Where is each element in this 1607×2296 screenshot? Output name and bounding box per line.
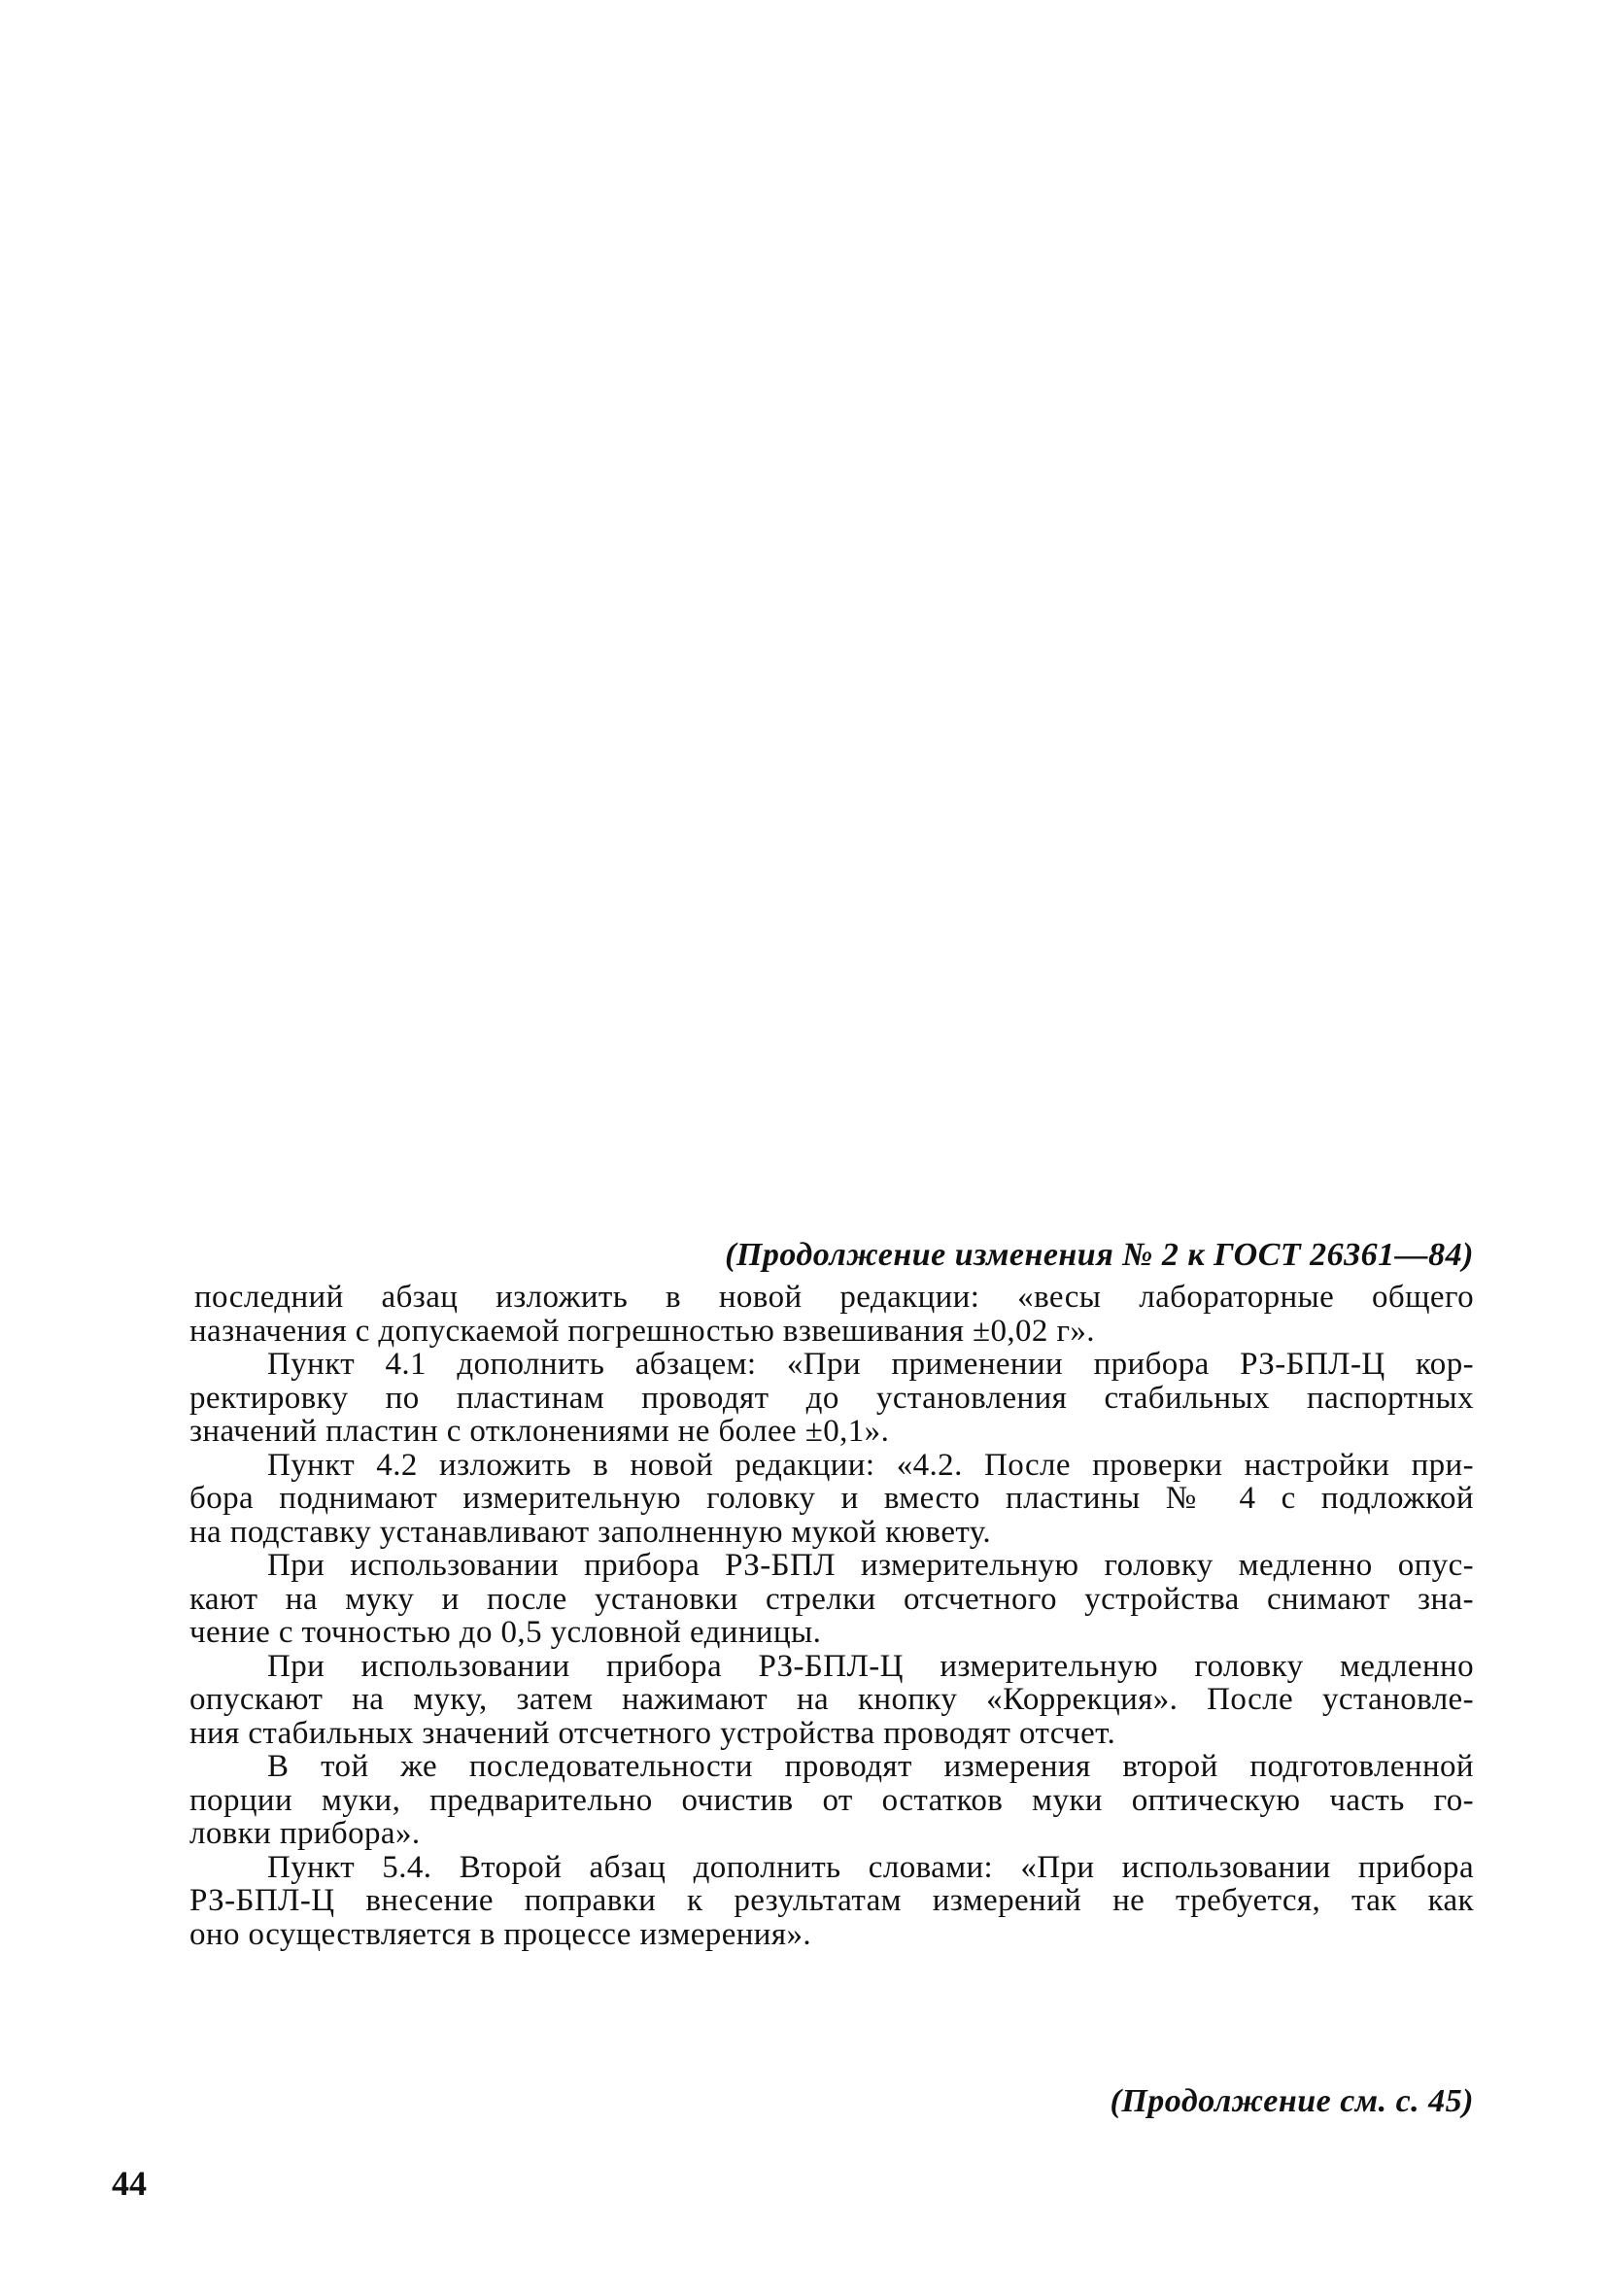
text-line: При использовании прибора РЗ-БПЛ измерительную головку медленно опус- bbox=[267, 1548, 1474, 1583]
text-line: ловки прибора». bbox=[189, 1816, 421, 1851]
running-header: (Продолжение изменения № 2 к ГОСТ 26361—84) bbox=[725, 1237, 1474, 1273]
text-line: назначения с допускаемой погрешностью взвешивания ±0,02 г». bbox=[189, 1313, 1095, 1349]
text-line: последний абзац изложить в новой редакции: «весы лабораторные общего bbox=[194, 1280, 1474, 1315]
text-line: Пункт 4.1 дополнить абзацем: «При применении прибора РЗ-БПЛ-Ц кор- bbox=[267, 1347, 1474, 1382]
text-line: порции муки, предварительно очистив от остатков муки оптическую часть го- bbox=[189, 1782, 1474, 1818]
text-line: При использовании прибора РЗ-БПЛ-Ц измерительную головку медленно bbox=[267, 1648, 1474, 1684]
text-line: чение с точностью до 0,5 условной единицы. bbox=[189, 1615, 822, 1650]
text-line: РЗ-БПЛ-Ц внесение поправки к результатам измерений не требуется, так как bbox=[189, 1883, 1474, 1918]
text-line: кают на муку и после установки стрелки отсчетного устройства снимают зна- bbox=[189, 1581, 1474, 1617]
text-line: В той же последовательности проводят измерения второй подготовленной bbox=[267, 1749, 1474, 1784]
text-line: значений пластин с отклонениями не более ±0,1». bbox=[189, 1414, 890, 1449]
text-line: на подставку устанавливают заполненную мукой кювету. bbox=[189, 1514, 992, 1550]
text-line: опускают на муку, затем нажимают на кнопку «Коррекция». После установле- bbox=[189, 1682, 1474, 1717]
text-line: оно осуществляется в процессе измерения». bbox=[189, 1916, 811, 1952]
text-line: ния стабильных значений отсчетного устройства проводят отсчет. bbox=[189, 1715, 1116, 1751]
text-line: ректировку по пластинам проводят до установления стабильных паспортных bbox=[189, 1380, 1474, 1416]
text-line: Пункт 4.2 изложить в новой редакции: «4.2. После проверки настройки при- bbox=[267, 1447, 1474, 1483]
text-line: бора поднимают измерительную головку и вместо пластины № 4 с подложкой bbox=[189, 1481, 1474, 1516]
body-text bbox=[189, 1281, 1474, 1951]
page-number: 44 bbox=[112, 2164, 147, 2203]
continuation-note: (Продолжение см. с. 45) bbox=[1110, 2083, 1474, 2119]
text-line: Пункт 5.4. Второй абзац дополнить словами: «При использовании прибора bbox=[267, 1849, 1474, 1885]
